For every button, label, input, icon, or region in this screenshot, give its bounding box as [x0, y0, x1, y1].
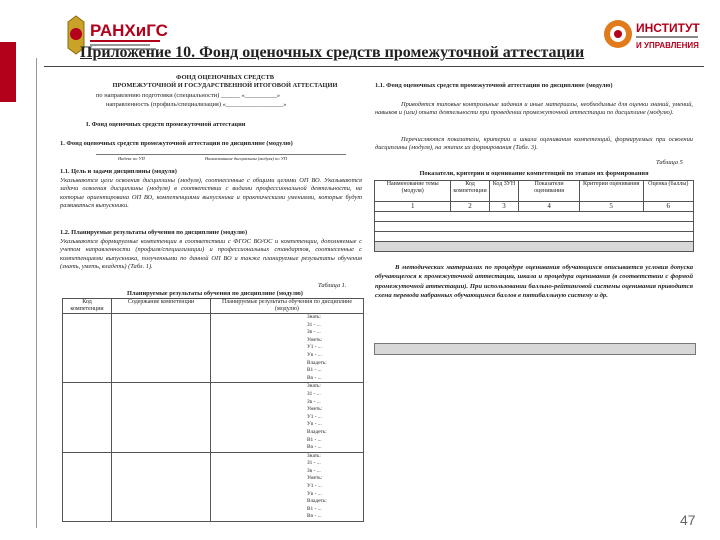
criteria-col-number: 5 [579, 202, 643, 212]
content-cell [112, 314, 211, 383]
result-item: Зn - ... [307, 398, 321, 405]
criteria-table [374, 180, 694, 252]
right-heading: 1.1. Фонд оценочных средств промежуточной аттестации по дисциплине (модулю) [375, 82, 613, 89]
criteria-col-header: Код компетенции [451, 181, 489, 202]
result-item: Зn - ... [307, 329, 321, 336]
left-heading-1: ФОНД ОЦЕНОЧНЫХ СРЕДСТВ [176, 74, 274, 81]
left-heading-2: ПРОМЕЖУТОЧНОЙ И ГОСУДАРСТВЕННОЙ ИТОГОВОЙ АТТЕСТАЦИИ [112, 82, 338, 89]
right-para-1: Приводятся типовые контрольные задания и иные материалы, необходимые для оценки знаний, умений, навыков и (или) опыта деятельности при проведении промежуточной аттестации по дисциплине (модулю). [375, 101, 693, 117]
table1-title: Планируемые результаты обучения по дисциплине (модулю) [127, 290, 303, 297]
result-item: Знать: [307, 452, 321, 459]
results-cell [211, 314, 364, 383]
code-cell [63, 452, 112, 521]
col-content-header: Содержание компетенции [112, 299, 211, 314]
table-row [63, 452, 364, 521]
result-item: Уметь: [307, 336, 323, 343]
slide-title: Приложение 10. Фонд оценочных средств промежуточной аттестации [80, 44, 585, 61]
result-item: З1 - ... [307, 321, 321, 328]
result-item: Владеть: [307, 498, 327, 505]
result-item: Владеть: [307, 428, 327, 435]
content-cell [112, 383, 211, 452]
right-band [374, 343, 696, 355]
profile-line: направленность (профиль/специализация) «__________________» [106, 101, 287, 108]
red-accent-bar [0, 42, 16, 102]
table5-caption: Таблица 5 [656, 159, 683, 166]
criteria-col-header: Оценка (баллы) [643, 181, 694, 202]
result-item: У1 - ... [307, 344, 322, 351]
right-para-3: В методических материалах по процедуре оценивания обучающихся описывается условия допуска обучающегося к промежуточной аттестации, шкала и процедура оценивания (в соответствии с формой промежуточной аттестации). При использовании балльно-рейтинговой системы оценивания приводится схема перевода набранных обучающимся баллов в пятибалльную систему и др. [375, 264, 693, 299]
left-margin-line [36, 58, 37, 528]
direction-line: по направлению подготовки (специальности) ______ «__________» [96, 92, 281, 99]
institute-logo-text1: ИНСТИТУТ [636, 21, 700, 35]
criteria-col-number: 1 [375, 202, 451, 212]
criteria-col-number: 3 [489, 202, 519, 212]
criteria-col-header: Критерии оценивания [579, 181, 643, 202]
item-11-title: 1.1. Цель и задачи дисциплины (модуля) [60, 168, 177, 175]
result-item: В1 - ... [307, 436, 322, 443]
result-item: В1 - ... [307, 505, 322, 512]
item-12-title: 1.2. Планируемые результаты обучения по дисциплине (модулю) [60, 229, 248, 236]
results-table [62, 298, 364, 522]
institute-logo [602, 12, 720, 58]
result-item: Знать: [307, 383, 321, 390]
col-results-header: Планируемые результаты обучения по дисциплине (модулю) [211, 299, 364, 314]
item-12-text: Указываются формируемые компетенции в соответствии с ФГОС ВО/ОС и компетенции, дополняемые с учетом направленности (профиля/специализации) и профессиональных стандартов, соотнесенные с компетенциями выпускника, полученными по данной ОП ВО и также планируемые результаты обучения (знать, уметь, владеть) (Табл. 1). [60, 238, 362, 271]
result-item: Уn - ... [307, 490, 322, 497]
result-item: В1 - ... [307, 367, 322, 374]
item-1-hint-right: Наименование дисциплины (модуля) по УП [205, 156, 288, 161]
result-item: Знать: [307, 314, 321, 320]
result-item: Уметь: [307, 406, 323, 413]
result-item: Вn - ... [307, 374, 322, 381]
item-11-text: Указываются цели освоения дисциплины (модуля), соотнесенные с общими целями ОП ВО. Указываются задачи освоения дисциплины (модуля) в соответствии с видами профессиональной деятельности, на которые ориентирована ОП ВО, компетенциями выпускника и практическими умениями, которые будут развиваться выпускники. [60, 177, 362, 210]
code-cell [63, 383, 112, 452]
result-item: Владеть: [307, 359, 327, 366]
criteria-col-number: 6 [643, 202, 694, 212]
criteria-col-header: Код ЗУН [489, 181, 519, 202]
result-item: Уметь: [307, 475, 323, 482]
institute-logo-text2: И УПРАВЛЕНИЯ [636, 41, 699, 50]
page-number: 47 [680, 512, 696, 528]
result-item: З1 - ... [307, 460, 321, 467]
table5-title: Показатели, критерии и оценивание компетенций по этапам их формирования [419, 170, 649, 177]
title-divider [44, 66, 704, 67]
content-cell [112, 452, 211, 521]
item-1-title: 1. Фонд оценочных средств промежуточной аттестации по дисциплине (модулю) [60, 140, 293, 147]
result-item: Уn - ... [307, 421, 322, 428]
table-row [63, 314, 364, 383]
result-item: Вn - ... [307, 444, 322, 451]
criteria-col-header: Показатели оценивания [519, 181, 580, 202]
ranepa-logo-text: РАНХиГС [90, 21, 168, 40]
code-cell [63, 314, 112, 383]
item-1-hint-left: Индекс по УП [118, 156, 145, 161]
result-item: Уn - ... [307, 351, 322, 358]
criteria-col-header: Наименование темы (модуля) [375, 181, 451, 202]
result-item: З1 - ... [307, 390, 321, 397]
section-1-title: I. Фонд оценочных средств промежуточной аттестации [86, 121, 246, 128]
result-item: Вn - ... [307, 513, 322, 520]
right-para-2: Перечисляются показатели, критерии и шкала оценивания компетенций, формируемых при освоении дисциплины (модуля), на этапах их формирования (Табл. 3). [375, 136, 693, 152]
result-item: У1 - ... [307, 413, 322, 420]
result-item: У1 - ... [307, 483, 322, 490]
table1-caption: Таблица 1. [318, 282, 347, 289]
criteria-col-number: 2 [451, 202, 489, 212]
table-row [63, 383, 364, 452]
results-cell [211, 452, 364, 521]
criteria-col-number: 4 [519, 202, 580, 212]
col-code-header: Код компетенции [63, 299, 112, 314]
results-cell [211, 383, 364, 452]
result-item: Зn - ... [307, 467, 321, 474]
